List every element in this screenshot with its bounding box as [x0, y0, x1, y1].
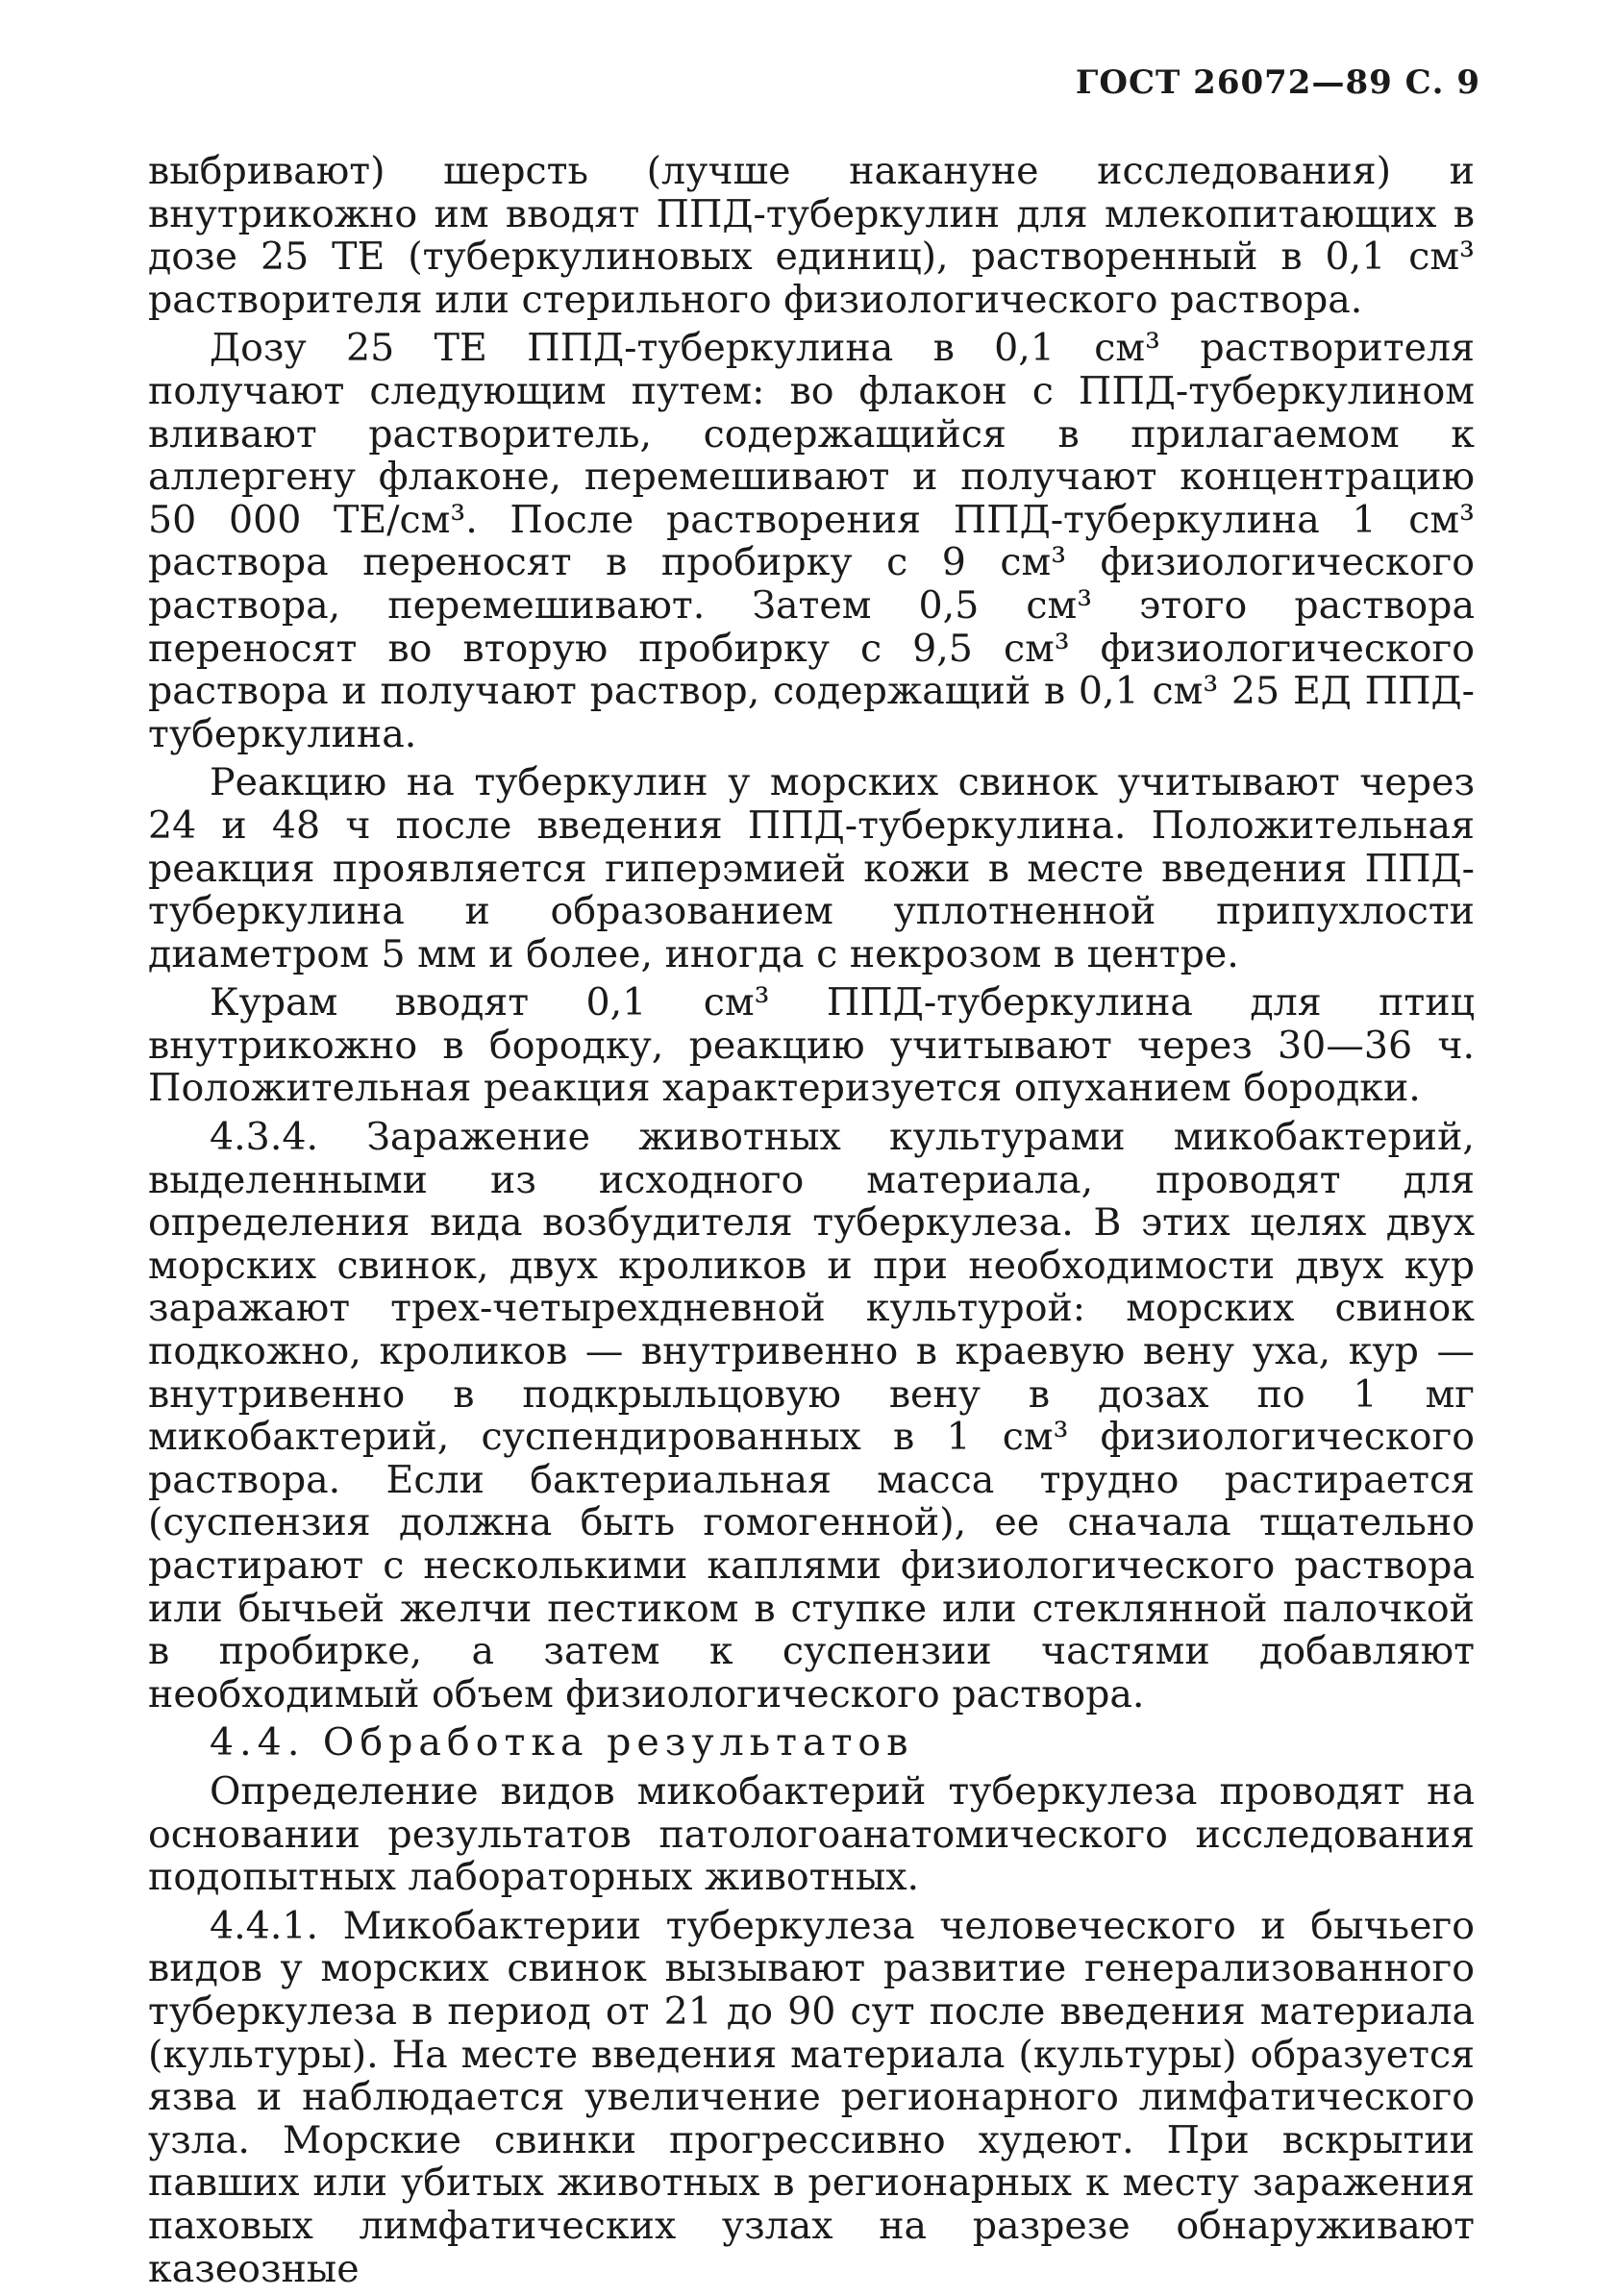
paragraph-chicken-test: Курам вводят 0,1 см³ ППД-туберкулина для птиц внутрикожно в бородку, реакцию учитывают через 30—36 ч. Положительная реакция характеризуется опуханием бородки.: [148, 980, 1475, 1111]
running-header: ГОСТ 26072—89 С. 9: [1075, 63, 1480, 102]
paragraph-dose-preparation: Дозу 25 ТЕ ППД-туберкулина в 0,1 см³ растворителя получают следующим путем: во флакон с ППД-туберкулином вливают растворитель, содержащийся в прилагаемом к аллергену флаконе, перемешивают и получают концентрацию 50 000 ТЕ/см³. После растворения ППД-туберкулина 1 см³ раствора переносят в пробирку с 9 см³ физиологического раствора, перемешивают. Затем 0,5 см³ этого раствора переносят во вторую пробирку с 9,5 см³ физиологического раствора и получают раствор, содержащий в 0,1 см³ 25 ЕД ППД-туберкулина.: [148, 326, 1475, 756]
paragraph-4-3-4: 4.3.4. Заражение животных культурами микобактерий, выделенными из исходного материала, проводят для определения вида возбудителя туберкулеза. В этих целях двух морских свинок, двух кроликов и при необходимости двух кур заражают трех-четырехдневной культурой: морских свинок подкожно, кроликов — внутривенно в краевую вену уха, кур — внутривенно в подкрыльцовую вену в дозах по 1 мг микобактерий, суспендированных в 1 см³ физиологического раствора. Если бактериальная масса трудно растирается (суспензия должна быть гомогенной), ее сначала тщательно растирают с несколькими каплями физиологического раствора или бычьей желчи пестиком в ступке или стеклянной палочкой в пробирке, а затем к суспензии частями добавляют необходимый объем физиологического раствора.: [148, 1115, 1475, 1716]
section-heading-4-4: 4.4. Обработка результатов: [210, 1720, 914, 1765]
paragraph-continuation: выбривают) шерсть (лучше накануне исследования) и внутрикожно им вводят ППД-туберкулин для млекопитающих в дозе 25 ТЕ (туберкулиновых единиц), растворенный в 0,1 см³ растворителя или стерильного физиологического раствора.: [148, 149, 1475, 322]
paragraph-guinea-pig-reaction: Реакцию на туберкулин у морских свинок учитывают через 24 и 48 ч после введения ППД-туберкулина. Положительная реакция проявляется гиперэмией кожи в месте введения ППД-туберкулина и образованием уплотненной припухлости диаметром 5 мм и более, иногда с некрозом в центре.: [148, 760, 1475, 976]
body-text: [148, 150, 1475, 2296]
paragraph-4-4-1: 4.4.1. Микобактерии туберкулеза человеческого и бычьего видов у морских свинок вызывают развитие генерализованного туберкулеза в период от 21 до 90 сут после введения материала (культуры). На месте введения материала (культуры) образуется язва и наблюдается увеличение регионарного лимфатического узла. Морские свинки прогрессивно худеют. При вскрытии павших или убитых животных в регионарных к месту заражения паховых лимфатических узлах на разрезе обнаруживают казеозные: [148, 1903, 1475, 2291]
paragraph-species-determination: Определение видов микобактерий туберкулеза проводят на основании результатов патологоанатомического исследования подопытных лабораторных животных.: [148, 1768, 1475, 1900]
